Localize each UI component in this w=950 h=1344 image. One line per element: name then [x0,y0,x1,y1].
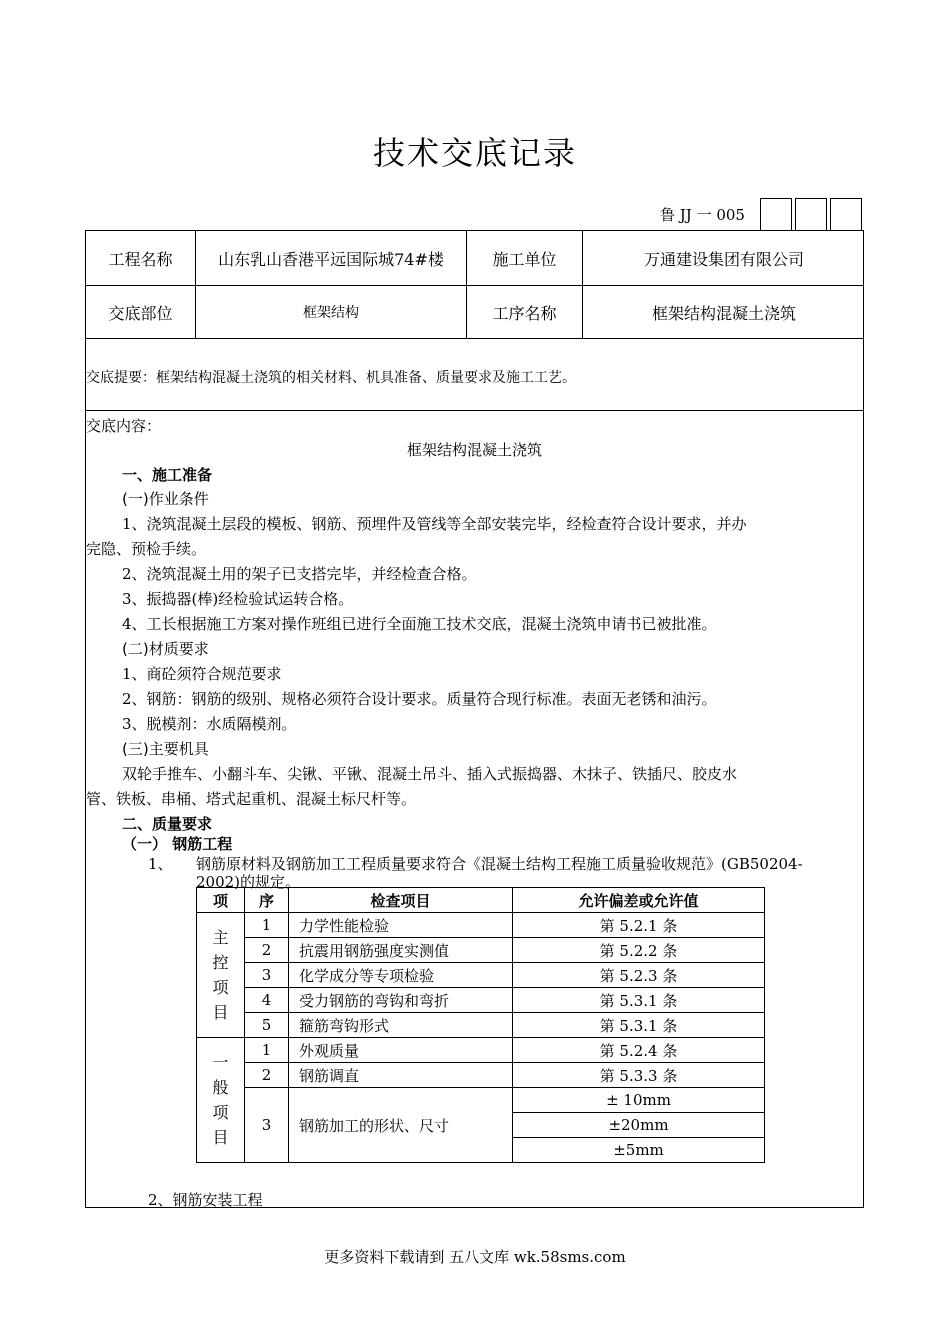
section-heading: 二、质量要求 [122,815,213,833]
list-number: 1、 [148,855,173,873]
table-row: 2 钢筋调直 第 5.3.3 条 [197,1063,765,1088]
doc-code-row [660,198,862,231]
divider [86,410,863,411]
footer-note: 更多资料下载请到 五八文库 wk.58sms.com [324,1248,626,1266]
table-row: 3 化学成分等专项检验 第 5.2.3 条 [197,963,765,988]
subsection-heading: (三)主要机具 [122,740,209,758]
table-header-row [197,888,765,913]
code-box-1 [760,198,792,231]
table-row: 3 钢筋加工的形状、尺寸 ± 10mm [197,1088,765,1113]
rebar-quality-table [196,887,765,1163]
doc-code: 鲁 JJ 一 005 [660,206,745,224]
code-box-3 [830,198,862,231]
paragraph: 钢筋原材料及钢筋加工工程质量要求符合《混凝土结构工程施工质量验收规范》(GB50204- [196,855,803,873]
col-header: 序 [245,888,289,913]
paragraph: 2002)的规定。 [196,873,301,891]
paragraph: 1、浇筑混凝土层段的模板、钢筋、预埋件及管线等全部安装完毕，经检查符合设计要求，并办 [122,515,747,533]
paragraph: 2、钢筋安装工程 [148,1191,263,1209]
code-box-2 [795,198,827,231]
contractor-label: 施工单位 [492,249,557,269]
table-row: 4 受力钢筋的弯钩和弯折 第 5.3.1 条 [197,988,765,1013]
paragraph: 管、铁板、串桶、塔式起重机、混凝土标尺杆等。 [86,790,417,808]
table-row: ±5mm [197,1138,765,1163]
divider [86,338,863,339]
main-control-label: 主 控 项 目 [197,913,245,1038]
col-header: 检查项目 [289,888,513,913]
table-row: 一 般 项 目 1 外观质量 第 5.2.4 条 [197,1038,765,1063]
paragraph: 2、浇筑混凝土用的架子已支搭完毕，并经检查合格。 [122,565,477,583]
paragraph: 3、振捣器(棒)经检验试运转合格。 [122,590,354,608]
project-name-label: 工程名称 [108,249,173,269]
col-header: 允许偏差或允许值 [513,888,765,913]
part-label: 交底部位 [108,303,173,323]
paragraph: 1、商砼须符合规范要求 [122,665,282,683]
subsection-heading: (一)作业条件 [122,490,209,508]
paragraph: 4、工长根据施工方案对操作班组已进行全面施工技术交底，混凝土浇筑申请书已被批准。 [122,615,717,633]
table-row: ±20mm [197,1113,765,1138]
content-title: 框架结构混凝土浇筑 [406,441,542,459]
col-header: 项 [197,888,245,913]
content-label: 交底内容： [86,417,162,435]
table-row: 5 箍筋弯钩形式 第 5.3.1 条 [197,1013,765,1038]
record-frame [85,230,864,1208]
process-label: 工序名称 [492,303,557,323]
general-item-label: 一 般 项 目 [197,1038,245,1163]
table-row: 主 控 项 目 1 力学性能检验 第 5.2.1 条 [197,913,765,938]
paragraph: 完隐、预检手续。 [86,540,207,558]
summary-text: 交底提要：框架结构混凝土浇筑的相关材料、机具准备、质量要求及施工工艺。 [86,370,576,386]
document-title: 技术交底记录 [372,134,577,172]
paragraph: 2、钢筋：钢筋的级别、规格必须符合设计要求。质量符合现行标准。表面无老锈和油污。 [122,690,717,708]
part-value: 框架结构 [303,305,359,321]
paragraph: 3、脱模剂：水质隔模剂。 [122,715,297,733]
project-name-value: 山东乳山香港平远国际城74#楼 [218,249,444,269]
table-row: 2 抗震用钢筋强度实测值 第 5.2.2 条 [197,938,765,963]
section-heading: 一、施工准备 [122,466,213,484]
subsection-heading: （一） 钢筋工程 [122,835,233,853]
paragraph: 双轮手推车、小翻斗车、尖锹、平锹、混凝土吊斗、插入式振捣器、木抹子、铁插尺、胶皮水 [122,765,738,783]
contractor-value: 万通建设集团有限公司 [643,249,804,269]
subsection-heading: (二)材质要求 [122,640,209,658]
process-value: 框架结构混凝土浇筑 [651,303,796,323]
